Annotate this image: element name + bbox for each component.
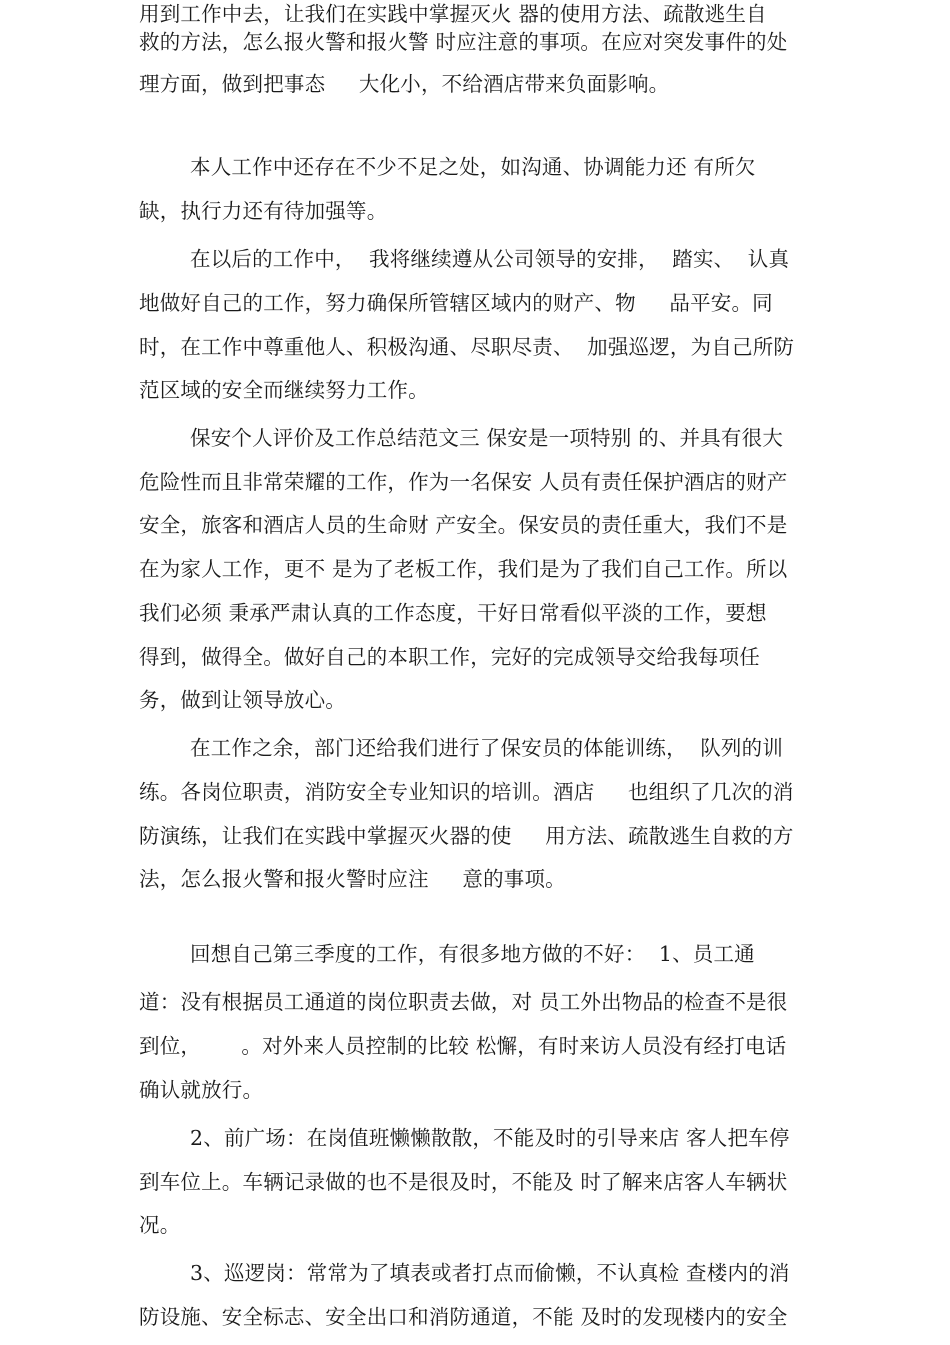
text-line: 在为家人工作，更不 是为了老板工作，我们是为了我们自己工作。所以 xyxy=(139,557,788,581)
text-line: 在工作之余，部门还给我们进行了保安员的体能训练， 队列的训 xyxy=(190,736,784,760)
text-line: 练。各岗位职责，消防安全专业知识的培训。酒店 也组织了几次的消 xyxy=(139,780,794,804)
text-line: 范区域的安全而继续努力工作。 xyxy=(139,378,429,402)
text-line: 缺，执行力还有待加强等。 xyxy=(139,199,388,223)
text-line: 到车位上。车辆记录做的也不是很及时，不能及 时了解来店客人车辆状 xyxy=(139,1170,788,1194)
text-line: 防演练，让我们在实践中掌握灭火器的使 用方法、疏散逃生自救的方 xyxy=(139,824,794,848)
text-line: 本人工作中还存在不少不足之处，如沟通、协调能力还 有所欠 xyxy=(190,155,756,179)
text-line: 得到，做得全。做好自己的本职工作，完好的完成领导交给我每项任 xyxy=(139,645,760,669)
text-line: 地做好自己的工作，努力确保所管辖区域内的财产、物 品平安。同 xyxy=(139,291,773,315)
text-line: 况。 xyxy=(139,1213,181,1237)
text-line: 在以后的工作中， 我将继续遵从公司领导的安排， 踏实、 认真 xyxy=(190,247,790,271)
text-line: 确认就放行。 xyxy=(139,1078,264,1102)
text-line: 理方面，做到把事态 大化小，不给酒店带来负面影响。 xyxy=(139,72,670,96)
text-line: 3、巡逻岗：常常为了填表或者打点而偷懒，不认真检 查楼内的消 xyxy=(190,1261,790,1285)
text-line: 务，做到让领导放心。 xyxy=(139,688,346,712)
text-line: 我们必须 秉承严肃认真的工作态度，干好日常看似平淡的工作，要想 xyxy=(139,601,767,625)
text-line: 防设施、安全标志、安全出口和消防通道，不能 及时的发现楼内的安全 xyxy=(139,1305,788,1329)
text-line: 危险性而且非常荣耀的工作，作为一名保安 人员有责任保护酒店的财产 xyxy=(139,470,788,494)
text-line: 法，怎么报火警和报火警时应注 意的事项。 xyxy=(139,867,566,891)
text-line: 道：没有根据员工通道的岗位职责去做，对 员工外出物品的检查不是很 xyxy=(139,990,788,1014)
text-line: 用到工作中去，让我们在实践中掌握灭火 器的使用方法、疏散逃生自 xyxy=(139,2,767,26)
text-line: 救的方法，怎么报火警和报火警 时应注意的事项。在应对突发事件的处 xyxy=(139,30,788,54)
text-line: 到位， 。对外来人员控制的比较 松懈，有时来访人员没有经打电话 xyxy=(139,1034,787,1058)
text-line: 2、前广场：在岗值班懒懒散散，不能及时的引导来店 客人把车停 xyxy=(190,1126,790,1150)
text-line: 保安个人评价及工作总结范文三 保安是一项特别 的、并具有很大 xyxy=(190,426,784,450)
text-line: 回想自己第三季度的工作，有很多地方做的不好： 1、员工通 xyxy=(190,942,755,966)
text-line: 时，在工作中尊重他人、积极沟通、尽职尽责、 加强巡逻，为自己所防 xyxy=(139,335,795,359)
text-line: 安全，旅客和酒店人员的生命财 产安全。保安员的责任重大，我们不是 xyxy=(139,513,788,537)
